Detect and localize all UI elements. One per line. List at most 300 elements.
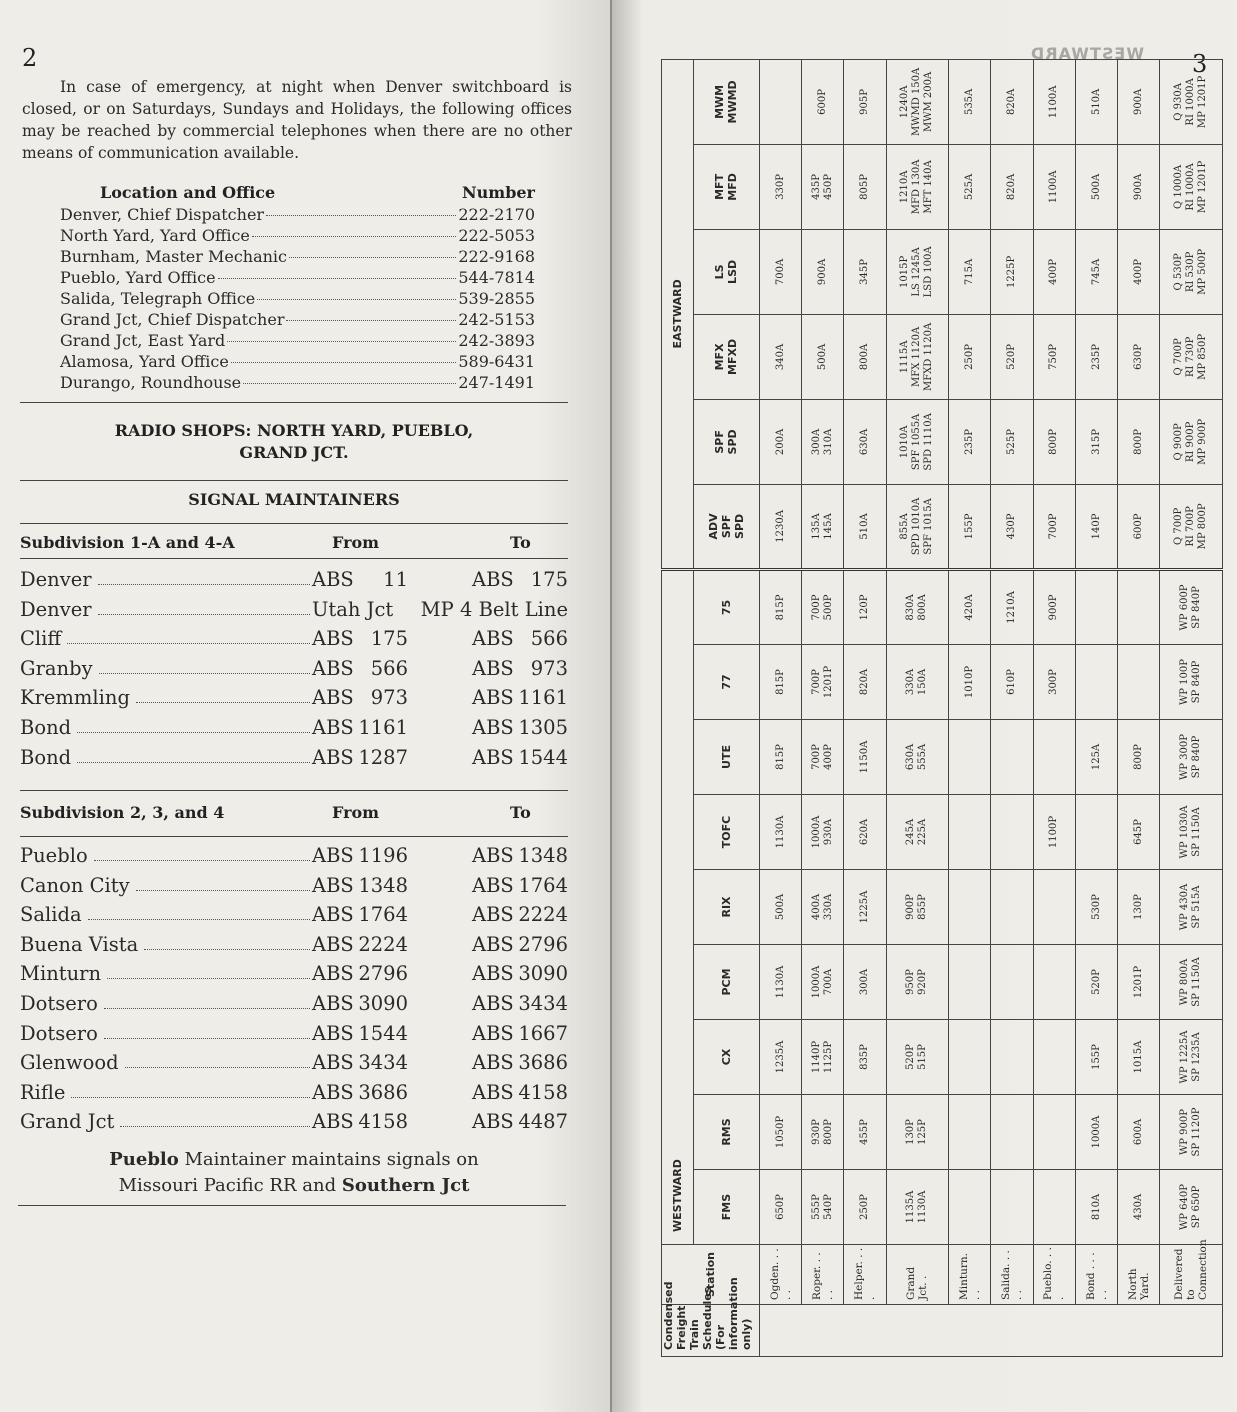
from-prefix: ABS: [312, 1080, 354, 1104]
westward-time-cell: 1000A 700A: [802, 945, 844, 1020]
eastward-time-cell: 630P: [1118, 314, 1160, 399]
to-prefix: ABS: [472, 873, 514, 897]
westward-time-cell: [1033, 1095, 1075, 1170]
eastward-time-cell: 510A: [1075, 59, 1117, 144]
eastward-time-cell: 525A: [949, 144, 991, 229]
eastward-time-cell: Q 930A RI 1000A MP 1201P: [1160, 59, 1223, 144]
westward-time-cell: [949, 1020, 991, 1095]
to-value: 3434: [518, 992, 568, 1015]
from-prefix: ABS: [312, 568, 354, 591]
office-location: Pueblo, Yard Office: [60, 268, 216, 287]
from-value: 2224: [358, 932, 408, 956]
leader-dots: [98, 608, 310, 615]
eastward-time-cell: 315P: [1075, 399, 1117, 484]
westward-time-cell: [1118, 645, 1160, 720]
eastward-time-cell: 1230A: [760, 484, 802, 569]
westward-time-cell: 155P: [1075, 1020, 1117, 1095]
maintainer-place: Glenwood: [20, 1051, 119, 1075]
from-value: 3686: [358, 1080, 408, 1104]
eastward-time-cell: 600P: [1118, 484, 1160, 569]
schedule-row: [886, 59, 949, 1356]
page-number: 2: [22, 44, 38, 72]
station-cell: Delivered to Connection: [1160, 1245, 1223, 1305]
eastward-time-cell: 1240A MWMD 150A MWM 200A: [886, 59, 949, 144]
westward-time-cell: 1050P: [760, 1095, 802, 1170]
eastward-time-cell: Q 1000A RI 1000A MP 1201P: [1160, 144, 1223, 229]
eastward-column-header: MWM MWMD: [693, 59, 760, 144]
westward-column-header: UTE: [693, 720, 760, 795]
eastward-time-cell: 820A: [991, 144, 1033, 229]
westward-time-cell: 245A 225A: [886, 795, 949, 870]
maintainer-row: [20, 1081, 568, 1109]
station-cell: Helper. . . .: [844, 1245, 886, 1305]
westward-time-cell: 430A: [1118, 1170, 1160, 1245]
westward-time-cell: 700P 500P: [802, 569, 844, 644]
westward-time-cell: 120P: [844, 569, 886, 644]
freight-schedule-table: [661, 59, 1223, 1357]
leader-dots: [77, 756, 310, 763]
westward-time-cell: [991, 720, 1033, 795]
from-prefix: ABS: [312, 873, 354, 897]
to-prefix: ABS: [472, 992, 514, 1015]
phone-number: 222-2170: [458, 205, 535, 224]
to-value: 566: [530, 627, 568, 651]
eastward-time-cell: 435P 450P: [802, 144, 844, 229]
schedule-row: [1075, 59, 1117, 1356]
westward-time-cell: [949, 795, 991, 870]
westward-time-cell: [949, 720, 991, 795]
maintainer-row: [20, 1110, 568, 1138]
column-header-row: [693, 59, 760, 1356]
divider: [20, 480, 568, 481]
westward-time-cell: 800P: [1118, 720, 1160, 795]
from-value: 1161: [358, 716, 408, 739]
from-value: 2796: [358, 962, 408, 986]
leader-dots: [94, 854, 310, 861]
westward-time-cell: [1033, 720, 1075, 795]
schedule-table-rotated: [661, 67, 1210, 1357]
maintainer-place: Grand Jct: [20, 1110, 115, 1134]
leader-dots: [286, 320, 456, 321]
divider: [20, 523, 568, 524]
leader-dots: [252, 236, 456, 237]
schedule-row: [1118, 59, 1160, 1356]
westward-time-cell: [949, 870, 991, 945]
eastward-time-cell: [760, 59, 802, 144]
eastward-time-cell: 300A 310A: [802, 399, 844, 484]
from-value: 3434: [358, 1051, 408, 1075]
radio-shops-line-2: GRAND JCT.: [239, 443, 349, 462]
to-prefix: ABS: [472, 745, 514, 769]
westward-time-cell: WP 430A SP 515A: [1160, 870, 1223, 945]
to-value: 4158: [518, 1080, 568, 1104]
to-value: 1348: [518, 844, 568, 867]
leader-dots: [104, 1032, 310, 1039]
westward-time-cell: 1235A: [760, 1020, 802, 1095]
bleed-through-text: WESTWARD: [1030, 44, 1144, 63]
westward-time-cell: 835P: [844, 1020, 886, 1095]
westward-column-header: RMS: [693, 1095, 760, 1170]
eastward-time-cell: Q 530P RI 530P MP 500P: [1160, 229, 1223, 314]
eastward-time-cell: 330P: [760, 144, 802, 229]
westward-time-cell: 400A 330A: [802, 870, 844, 945]
schedule-row: [1160, 59, 1223, 1356]
eastward-column-header: SPF SPD: [693, 399, 760, 484]
westward-time-cell: 815P: [760, 645, 802, 720]
to-prefix: ABS: [472, 716, 514, 739]
to-value: 3090: [518, 962, 568, 986]
westward-time-cell: [991, 1170, 1033, 1245]
maintainer-row: [20, 627, 568, 655]
westward-time-cell: WP 1030A SP 1150A: [1160, 795, 1223, 870]
eastward-time-cell: 805P: [844, 144, 886, 229]
to-value: 2796: [518, 932, 568, 956]
leader-dots: [99, 667, 310, 674]
eastward-column-header: LS LSD: [693, 229, 760, 314]
westward-time-cell: 555P 540P: [802, 1170, 844, 1245]
from-value: 1544: [358, 1021, 408, 1045]
from-value: 4158: [358, 1110, 408, 1134]
westward-time-cell: [991, 795, 1033, 870]
schedule-row: [802, 59, 844, 1356]
westward-time-cell: 610P: [991, 645, 1033, 720]
eastward-time-cell: 800A: [844, 314, 886, 399]
eastward-time-cell: 430P: [991, 484, 1033, 569]
office-location: Salida, Telegraph Office: [60, 289, 256, 308]
schedule-row: [991, 59, 1033, 1356]
location-header: Location and Office: [100, 183, 276, 202]
maintainer-place: Denver: [20, 568, 92, 591]
westward-time-cell: [1075, 645, 1117, 720]
subdivision-b-title: Subdivision 2, 3, and 4: [20, 803, 225, 822]
table-title: Condensed Freight Train Schedules (For information only): [662, 1305, 760, 1357]
to-value: 3686: [518, 1051, 568, 1075]
eastward-time-cell: 1225P: [991, 229, 1033, 314]
maintainer-place: Canon City: [20, 873, 130, 897]
from-prefix: ABS: [312, 992, 354, 1015]
station-cell: Minturn. . .: [949, 1245, 991, 1305]
maintainer-row: [20, 844, 568, 872]
maintainer-note: [20, 1147, 568, 1199]
westward-time-cell: 900P 855P: [886, 870, 949, 945]
to-header: To: [510, 533, 531, 552]
phone-row: [60, 352, 535, 373]
leader-dots: [144, 943, 310, 950]
maintainer-row: [20, 686, 568, 714]
westward-time-cell: 1100P: [1033, 795, 1075, 870]
eastward-time-cell: 1100A: [1033, 59, 1075, 144]
from-prefix: ABS: [312, 656, 354, 680]
westward-time-cell: 820A: [844, 645, 886, 720]
leader-dots: [88, 913, 310, 920]
to-prefix: ABS: [472, 568, 514, 591]
maintainer-row: [20, 746, 568, 774]
westward-time-cell: 620A: [844, 795, 886, 870]
eastward-time-cell: 800P: [1118, 399, 1160, 484]
station-header: Station: [662, 1245, 760, 1305]
phone-row: [60, 247, 535, 268]
westward-time-cell: WP 600P SP 840P: [1160, 569, 1223, 644]
eastward-column-header: MFX MFXD: [693, 314, 760, 399]
title-margin-cell: [760, 1305, 1223, 1357]
to-value: 1305: [518, 716, 568, 739]
phone-row: [60, 205, 535, 226]
eastward-time-cell: 1015P LS 1245A LSD 100A: [886, 229, 949, 314]
to-value: 175: [530, 568, 568, 591]
westward-time-cell: 1130A: [760, 945, 802, 1020]
westward-time-cell: 700P 400P: [802, 720, 844, 795]
eastward-time-cell: 700A: [760, 229, 802, 314]
eastward-time-cell: 510A: [844, 484, 886, 569]
maintainer-place: Denver: [20, 597, 92, 621]
from-value: 973: [370, 686, 408, 710]
westward-time-cell: [1075, 569, 1117, 644]
westward-time-cell: 520P 515P: [886, 1020, 949, 1095]
office-location: Denver, Chief Dispatcher: [60, 205, 265, 224]
leader-dots: [227, 341, 456, 342]
eastward-time-cell: 800P: [1033, 399, 1075, 484]
eastward-time-cell: Q 700P RI 700P MP 800P: [1160, 484, 1223, 569]
to-value: 1161: [518, 686, 568, 710]
eastward-time-cell: 900A: [1118, 59, 1160, 144]
eastward-time-cell: 535A: [949, 59, 991, 144]
station-cell: Bond . . . . .: [1075, 1245, 1117, 1305]
eastward-time-cell: 500A: [802, 314, 844, 399]
office-location: Burnham, Master Mechanic: [60, 247, 288, 266]
schedule-body: [760, 59, 1223, 1356]
leader-dots: [231, 362, 457, 363]
westward-time-cell: 1201P: [1118, 945, 1160, 1020]
office-location: North Yard, Yard Office: [60, 226, 250, 245]
to-prefix: MP 4 Belt Line: [420, 597, 568, 621]
westward-time-cell: [949, 1170, 991, 1245]
eastward-time-cell: 345P: [844, 229, 886, 314]
maintainer-place: Salida: [20, 903, 82, 927]
phone-row: [60, 289, 535, 310]
westward-time-cell: 1015A: [1118, 1020, 1160, 1095]
from-value: 1196: [358, 844, 408, 867]
westward-time-cell: 830A 800A: [886, 569, 949, 644]
leader-dots: [125, 1061, 310, 1068]
note-bold-southern-jct: Southern Jct: [341, 1175, 470, 1196]
eastward-time-cell: 820A: [991, 59, 1033, 144]
to-prefix: ABS: [472, 1110, 514, 1134]
westward-time-cell: 1130A: [760, 795, 802, 870]
to-prefix: ABS: [472, 627, 514, 651]
westward-time-cell: [1033, 1020, 1075, 1095]
westward-time-cell: 130P 125P: [886, 1095, 949, 1170]
office-location: Grand Jct, East Yard: [60, 331, 226, 350]
eastward-time-cell: 700P: [1033, 484, 1075, 569]
westward-time-cell: 250P: [844, 1170, 886, 1245]
westward-time-cell: 1210A: [991, 569, 1033, 644]
westward-time-cell: 1010P: [949, 645, 991, 720]
emergency-intro: In case of emergency, at night when Denver switchboard is closed, or on Saturdays, Sundays and Holidays, the following offices may be reached by commercial telephones when there are no other means of communication available.: [22, 78, 572, 162]
maintainer-place: Pueblo: [20, 844, 88, 867]
office-location: Durango, Roundhouse: [60, 373, 242, 392]
from-value: 175: [370, 627, 408, 651]
to-value: 1667: [518, 1021, 568, 1045]
maintainer-place: Dotsero: [20, 992, 98, 1015]
radio-shops-line-1: RADIO SHOPS: NORTH YARD, PUEBLO,: [114, 421, 474, 440]
maintainer-place: Buena Vista: [20, 932, 139, 956]
to-value: 973: [530, 656, 568, 680]
maintainer-place: Dotsero: [20, 1021, 98, 1045]
from-prefix: ABS: [312, 686, 354, 710]
divider: [20, 558, 568, 559]
westward-time-cell: WP 900P SP 1120P: [1160, 1095, 1223, 1170]
westward-time-cell: [991, 1095, 1033, 1170]
leader-dots: [104, 1002, 310, 1009]
leader-dots: [98, 578, 310, 585]
westward-time-cell: 815P: [760, 569, 802, 644]
eastward-time-cell: 235P: [949, 399, 991, 484]
maintainer-row: [20, 992, 568, 1020]
westward-time-cell: [991, 1020, 1033, 1095]
eastward-time-cell: 200A: [760, 399, 802, 484]
maintainer-row: [20, 568, 568, 596]
maintainer-row: [20, 962, 568, 990]
eastward-time-cell: 140P: [1075, 484, 1117, 569]
westward-time-cell: [949, 1095, 991, 1170]
phone-row: [60, 268, 535, 289]
from-value: 1287: [358, 745, 408, 769]
from-prefix: ABS: [312, 627, 354, 651]
station-cell: Ogden. . . . .: [760, 1245, 802, 1305]
to-header: To: [510, 803, 531, 822]
westward-time-cell: 645P: [1118, 795, 1160, 870]
to-prefix: ABS: [472, 656, 514, 680]
phone-row: [60, 226, 535, 247]
from-header: From: [332, 803, 380, 822]
maintainer-place: Cliff: [20, 627, 62, 651]
westward-time-cell: 1150A: [844, 720, 886, 795]
westward-time-cell: 1135A 1130A: [886, 1170, 949, 1245]
westward-column-header: PCM: [693, 945, 760, 1020]
phone-number: 222-5053: [458, 226, 535, 245]
westward-time-cell: 130P: [1118, 870, 1160, 945]
westward-column-header: FMS: [693, 1170, 760, 1245]
phone-number: 242-3893: [458, 331, 535, 350]
leader-dots: [289, 257, 456, 258]
westward-time-cell: 530P: [1075, 870, 1117, 945]
westward-time-cell: 520P: [1075, 945, 1117, 1020]
westward-time-cell: 300P: [1033, 645, 1075, 720]
to-prefix: ABS: [472, 932, 514, 956]
westward-time-cell: [991, 945, 1033, 1020]
westward-column-header: CX: [693, 1020, 760, 1095]
eastward-time-cell: 500A: [1075, 144, 1117, 229]
eastward-time-cell: 750P: [1033, 314, 1075, 399]
eastward-time-cell: 630A: [844, 399, 886, 484]
westward-column-header: 77: [693, 645, 760, 720]
note-text-1: Maintainer maintains signals on: [178, 1149, 479, 1170]
from-prefix: ABS: [312, 1021, 354, 1045]
westward-time-cell: [1075, 795, 1117, 870]
schedule-row: [760, 59, 802, 1356]
left-page: [0, 0, 610, 1412]
from-value: 1348: [358, 873, 408, 897]
divider: [18, 1205, 566, 1206]
eastward-time-cell: 400P: [1118, 229, 1160, 314]
maintainer-place: Rifle: [20, 1080, 66, 1104]
westward-time-cell: 420A: [949, 569, 991, 644]
westward-time-cell: [1033, 1170, 1075, 1245]
leader-dots: [120, 1120, 310, 1127]
leader-dots: [257, 299, 456, 300]
maintainer-place: Granby: [20, 656, 93, 680]
office-location: Grand Jct, Chief Dispatcher: [60, 310, 285, 329]
note-bold-pueblo: Pueblo: [109, 1149, 179, 1170]
leader-dots: [243, 383, 456, 384]
westward-time-cell: WP 640P SP 650P: [1160, 1170, 1223, 1245]
leader-dots: [218, 278, 457, 279]
westward-time-cell: 700P 1201P: [802, 645, 844, 720]
westward-time-cell: 330A 150A: [886, 645, 949, 720]
westward-time-cell: [991, 870, 1033, 945]
from-prefix: ABS: [312, 745, 354, 769]
to-prefix: ABS: [472, 1080, 514, 1104]
maintainer-place: Minturn: [20, 962, 102, 986]
note-text-2: Missouri Pacific RR and: [118, 1175, 342, 1196]
westward-time-cell: 300A: [844, 945, 886, 1020]
leader-dots: [107, 972, 310, 979]
eastward-time-cell: 745A: [1075, 229, 1117, 314]
from-prefix: ABS: [312, 716, 354, 739]
westward-time-cell: 1000A: [1075, 1095, 1117, 1170]
westward-time-cell: [1033, 945, 1075, 1020]
leader-dots: [67, 637, 310, 644]
maintainer-place: Bond: [20, 716, 72, 739]
westward-time-cell: 930P 800P: [802, 1095, 844, 1170]
westward-time-cell: 500A: [760, 870, 802, 945]
office-location: Alamosa, Yard Office: [60, 352, 229, 371]
from-prefix: ABS: [312, 1051, 354, 1075]
station-cell: North Yard.: [1118, 1245, 1160, 1305]
westward-time-cell: WP 800A SP 1150A: [1160, 945, 1223, 1020]
phone-number: 589-6431: [458, 352, 535, 371]
maintainer-row: [20, 903, 568, 931]
signal-maintainers-heading: SIGNAL MAINTAINERS: [188, 490, 400, 509]
eastward-time-cell: 250P: [949, 314, 991, 399]
station-cell: Pueblo. . . .: [1033, 1245, 1075, 1305]
from-prefix: ABS: [312, 844, 354, 867]
phone-number: 222-9168: [458, 247, 535, 266]
eastward-column-header: ADV SPF SPD: [693, 484, 760, 569]
phone-row: [60, 331, 535, 352]
leader-dots: [136, 696, 310, 703]
maintainer-place: Kremmling: [20, 686, 130, 710]
maintainer-row: [20, 1051, 568, 1079]
to-value: 1544: [518, 745, 568, 769]
divider: [20, 402, 568, 403]
leader-dots: [71, 1091, 310, 1098]
westward-time-cell: 950P 920P: [886, 945, 949, 1020]
phone-number: 539-2855: [458, 289, 535, 308]
westward-time-cell: 1000A 930A: [802, 795, 844, 870]
from-prefix: ABS: [312, 903, 354, 927]
to-value: 4487: [518, 1110, 568, 1134]
to-value: 1764: [518, 873, 568, 897]
eastward-time-cell: 155P: [949, 484, 991, 569]
to-prefix: ABS: [472, 903, 514, 927]
maintainer-row: [20, 933, 568, 961]
eastward-time-cell: 1010A SPF 1055A SPD 1110A: [886, 399, 949, 484]
westward-time-cell: 900P: [1033, 569, 1075, 644]
page-number: 3: [1192, 50, 1208, 78]
eastward-time-cell: 1100A: [1033, 144, 1075, 229]
station-cell: Roper. . . . .: [802, 1245, 844, 1305]
